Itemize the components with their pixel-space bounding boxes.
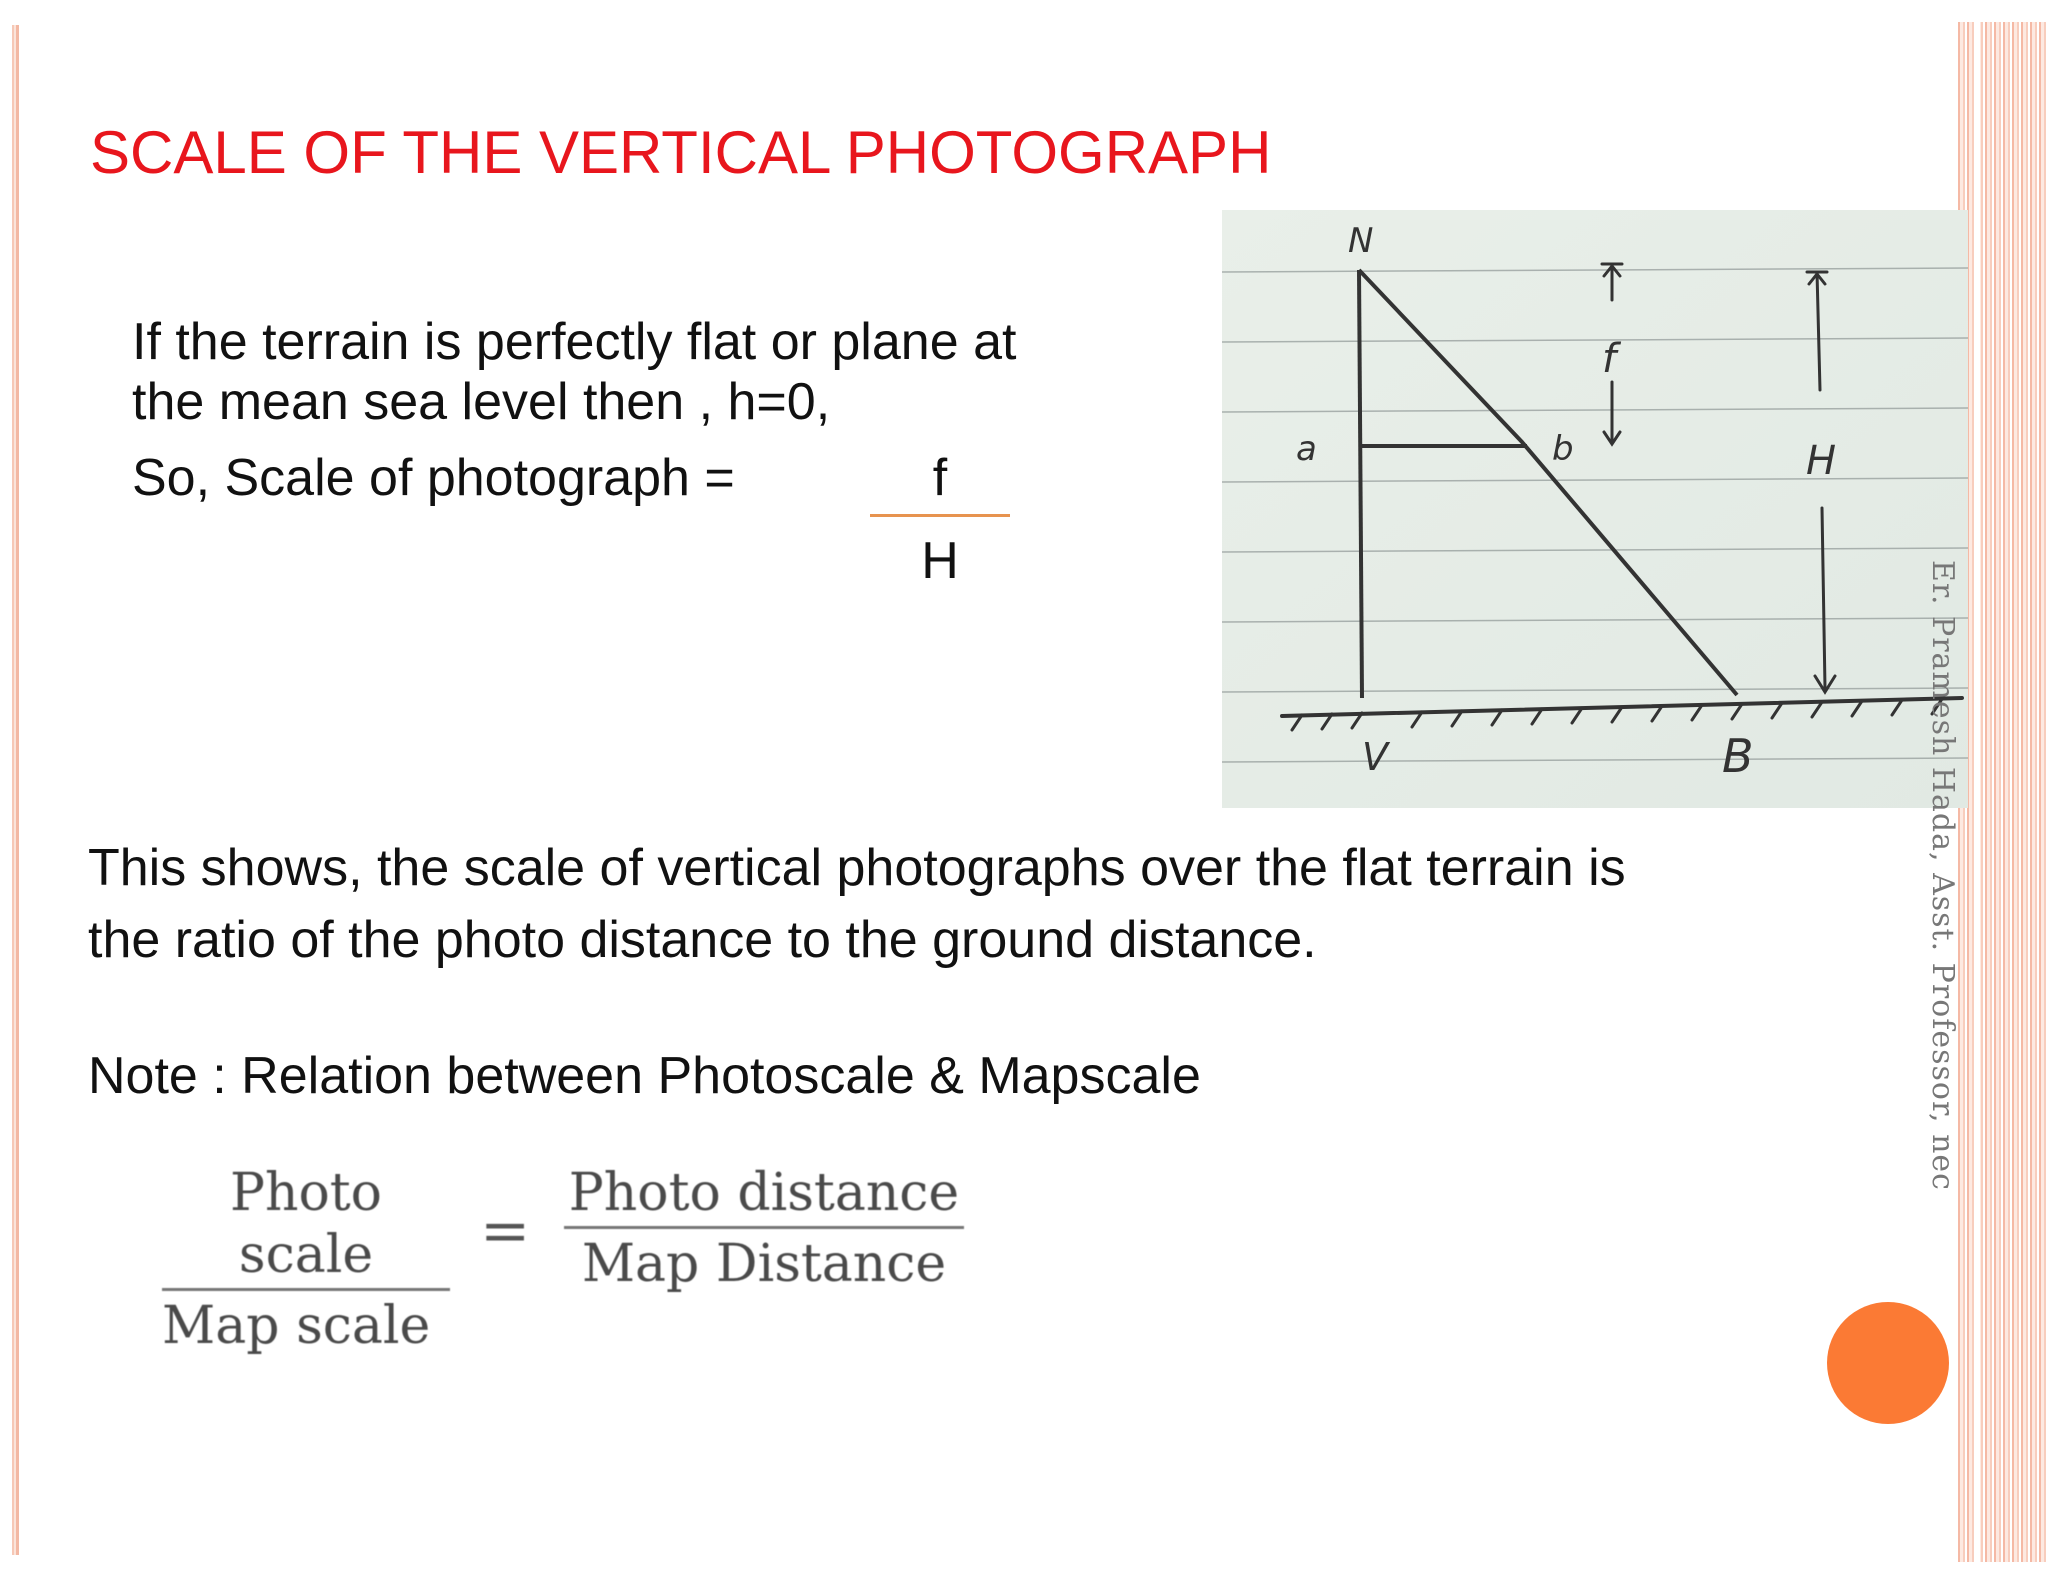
vertical-photograph-diagram — [1222, 210, 1968, 808]
label-a: a — [1296, 429, 1317, 469]
left-numerator: Photo scale — [230, 1163, 382, 1285]
label-H: H — [1806, 438, 1837, 484]
conclusion-line-2: the ratio of the photo distance to the ground distance. — [88, 911, 1317, 969]
slide-title: SCALE OF THE VERTICAL PHOTOGRAPH — [90, 119, 1272, 186]
label-b: b — [1552, 429, 1574, 469]
paper-background — [1222, 210, 1968, 808]
equals-sign: = — [480, 1196, 531, 1266]
scale-fraction — [870, 448, 1010, 591]
fraction-denominator: H — [921, 532, 959, 590]
left-denominator: Map scale — [162, 1296, 431, 1356]
left-border-rule — [12, 25, 19, 1555]
right-numerator: Photo distance — [568, 1163, 960, 1223]
left-fraction-bar — [162, 1288, 450, 1291]
left-fraction — [162, 1162, 450, 1357]
intro-line-1: If the terrain is perfectly flat or plane at — [132, 313, 1017, 371]
label-f: f — [1602, 336, 1617, 382]
accent-circle — [1827, 1302, 1949, 1424]
note-text: Note : Relation between Photoscale & Mapscale — [88, 1047, 1201, 1105]
label-B: B — [1722, 729, 1754, 783]
scale-label: So, Scale of photograph = — [132, 449, 735, 507]
right-fraction — [564, 1162, 964, 1295]
intro-line-2: the mean sea level then , h=0, — [132, 373, 831, 431]
fraction-numerator: f — [932, 449, 948, 507]
conclusion-paragraph — [88, 832, 1626, 976]
right-fraction-bar — [564, 1226, 964, 1229]
right-denominator: Map Distance — [581, 1234, 947, 1294]
conclusion-line-1: This shows, the scale of vertical photographs over the flat terrain is — [88, 839, 1626, 897]
right-border-stripes — [1958, 22, 2048, 1562]
label-V: V — [1362, 735, 1388, 779]
intro-paragraph — [132, 312, 1016, 432]
fraction-bar — [870, 514, 1010, 517]
label-N: N — [1348, 221, 1374, 261]
author-credit: Er. Pramesh Hada, Asst. Professor, nec — [1925, 560, 1960, 1191]
